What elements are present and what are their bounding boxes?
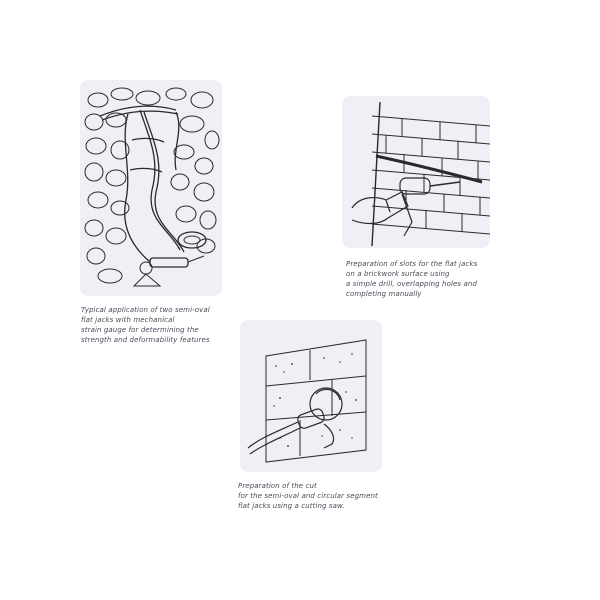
stone-wall-flat-jacks-illustration bbox=[80, 80, 222, 296]
rough-texture bbox=[273, 353, 357, 447]
wall-surface bbox=[266, 340, 366, 462]
figure-stone-wall-flat-jacks bbox=[80, 80, 222, 296]
figure-1-caption: Typical application of two semi-oval flat jacks with mechanical strain gauge for determining the strength and deformability features bbox=[81, 306, 210, 344]
cutting-saw-illustration bbox=[240, 320, 382, 472]
figure-brickwork-drilling bbox=[342, 96, 490, 248]
figure-cutting-saw bbox=[240, 320, 382, 472]
cutting-saw bbox=[248, 388, 342, 454]
pump-and-gauge bbox=[134, 232, 206, 286]
figure-2-caption: Preparation of slots for the flat jacks on a brickwork surface using a simple drill, overlapping holes and completing manually bbox=[346, 260, 478, 298]
figure-3-caption: Preparation of the cut for the semi-oval and circular segment flat jacks using a cutting saw. bbox=[238, 482, 378, 510]
stone-pattern bbox=[85, 88, 219, 283]
brickwork-drilling-illustration bbox=[342, 96, 490, 248]
brick-courses bbox=[372, 102, 490, 246]
